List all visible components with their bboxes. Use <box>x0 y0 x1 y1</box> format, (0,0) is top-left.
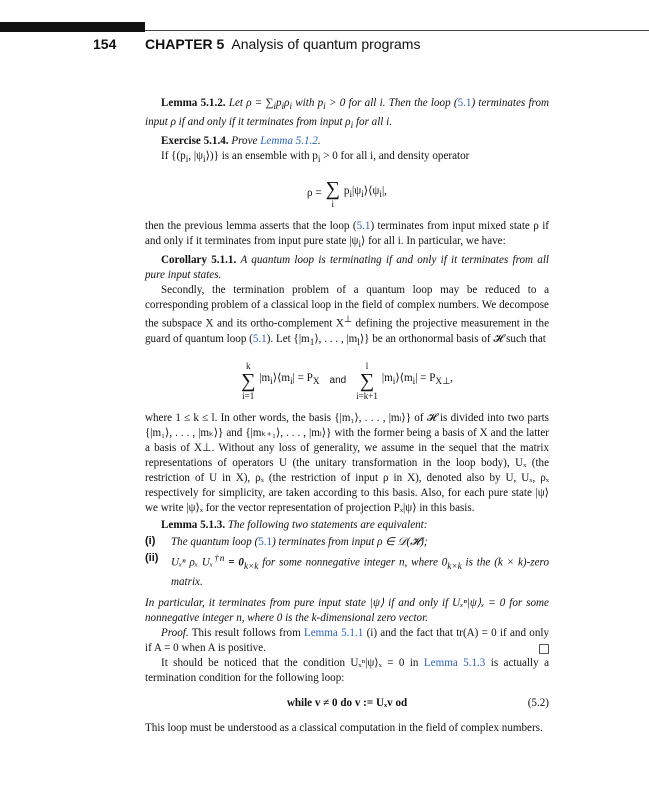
proof-label: Proof. <box>161 626 189 639</box>
item-text: Uₓⁿ ρₓ Uₓ <box>171 556 213 569</box>
paragraph-text: ). Let {|m <box>266 332 310 345</box>
subscript: k×k <box>243 561 259 572</box>
paragraph-text: defining the projective measurement in the guard of quantum loop ( <box>145 317 549 345</box>
paragraph-2: Secondly, the termination problem of a quantum loop may be reduced to a corresponding problem of a classical loop in the field of complex numbers. We decompose the subspace X and its ortho-complement X⊥ defining the projective measurement in the guard of quantum loop (5.1). Let {$|m_1⟩$, . . . , $|m_l⟩$} be an orthonormal basis of 𝓗 such that <box>145 283 549 348</box>
exercise-text: . <box>317 135 321 148</box>
equation-text: |m <box>381 372 393 385</box>
paragraph-1: then the previous lemma asserts that the loop (5.1) terminates from input mixed state ρ if and only if it terminates from input pure state $|\psi_i⟩$ for all i. In particular, we have: <box>145 219 549 250</box>
paragraph-text: ⟩} be an orthonormal basis of 𝓗 such that <box>359 332 546 345</box>
qed-box <box>539 644 549 654</box>
lemma-text: for all i. <box>353 116 393 129</box>
equation-text: | = P <box>292 372 313 385</box>
sum-symbol: l ∑ i=k+1 <box>356 360 378 401</box>
paragraph-text: ⟩, . . . , |m <box>314 332 358 345</box>
lemma-text: p <box>276 97 282 109</box>
equation-text: , <box>450 372 453 385</box>
proof <box>145 626 549 656</box>
loop-code: while v ≠ 0 do v := Uₓv od <box>286 696 408 709</box>
equation-text: ρ = <box>307 187 322 200</box>
equation-text: ⟩⟨m <box>272 372 291 385</box>
lemma-text: with p <box>292 97 324 109</box>
equation-link[interactable]: 5.1 <box>258 535 273 548</box>
lemma-text: The following two statements are equivalent: <box>227 518 428 531</box>
perp-symbol: ⊥ <box>343 314 352 325</box>
corollary-5-1-1 <box>145 253 549 283</box>
exercise-text: Prove <box>231 135 261 148</box>
paragraph-text: If {(p <box>161 150 186 163</box>
sum-lower: i=k+1 <box>356 390 378 401</box>
equation-rho: ρ = ∑ i $p_i|\psi_i⟩⟨\psi_i|$, <box>307 177 387 209</box>
subscript: X⊥ <box>435 377 451 388</box>
lemma-link[interactable]: Lemma 5.1.1 <box>303 626 364 639</box>
lemma-item-1 <box>145 535 549 550</box>
item-text: The quantum loop ( <box>171 535 259 548</box>
lemma-5-1-3 <box>145 518 549 533</box>
item-text: is the (k × k)-zero matrix. <box>171 556 549 588</box>
lemma-text: Let ρ = ∑ <box>228 97 274 109</box>
item-text: = 0 <box>224 556 244 569</box>
lemma-link[interactable]: Lemma 5.1.2 <box>260 135 318 148</box>
lemma-link[interactable]: Lemma 5.1.3 <box>423 656 486 669</box>
lemma-5-1-2: Lemma 5.1.2. Let $\rho = \sum_ip_i\rho_i$ with $p_i > 0$ for all i. Then the loop (5.1) terminates from input ρ if and only if it terminates from input $\rho_i$ for all i. <box>145 97 550 132</box>
sum-symbol: ∑ i <box>325 177 340 209</box>
subscript: X <box>312 377 320 388</box>
paragraph-text: ⟩ for all i. In particular, we have: <box>361 234 506 247</box>
paragraph-text: then the previous lemma asserts that the loop ( <box>145 219 357 232</box>
corollary-text: A quantum loop is terminating if and only if it terminates from all pure input states. <box>145 253 549 281</box>
exercise-5-1-4 <box>145 134 549 149</box>
equation-text: | = P <box>415 372 436 385</box>
paragraph-3: where 1 ≤ k ≤ l. In other words, the basis {|m₁⟩, . . . , |mₗ⟩} of 𝓗 is divided into two parts {|m₁⟩, . . . , |mₖ⟩} and {|mₖ₊₁⟩, . . . , |mₗ⟩} with the former being a basis of X and the latter a basis of X⊥. Without any loss of generality, we assume in the sequel that the matrix representations of operators U (the unitary transformation in the loop body), Uₓ (the restriction of U in X), ρₓ (the restriction of input ρ in X), denoted also by U, Uₓ, ρₓ respectively for simplicity, are taken according to this basis. Also, for each pure state |ψ⟩ we write |ψ⟩ₓ for the vector representation of projection Pₓ|ψ⟩ in this basis. <box>145 411 549 514</box>
equation-number: (5.2) <box>527 696 549 709</box>
equation-link[interactable]: 5.1 <box>356 219 371 232</box>
equation-text: ⟩⟨ψ <box>363 185 380 198</box>
paragraph-text: ) terminates from input mixed state ρ if and only if it terminates from input pure state |ψ <box>145 219 549 247</box>
lemma-tail: In particular, it terminates from pure input state |ψ⟩ if and only if Uₓⁿ|ψ⟩ₓ = 0 for some nonnegative integer n, where 0 is the k-dimensional zero vector. <box>145 596 549 624</box>
proof-text: (i) and the fact that tr(A) = 0 if and only if A = 0 when A is positive. <box>145 626 549 654</box>
equation-link[interactable]: 5.1 <box>457 97 472 109</box>
lemma-label: Lemma 5.1.3. <box>161 518 226 531</box>
lemma-text: ) terminates from input ρ if and only if it terminates from input ρ <box>145 97 550 129</box>
paragraph-text: It should be noticed that the condition Uₓⁿ|ψ⟩ₓ = 0 in <box>161 656 424 669</box>
header-bar <box>0 22 145 32</box>
item-label: (ii) <box>145 551 159 564</box>
header-rule <box>145 30 649 31</box>
body-text <box>145 96 549 736</box>
sum-upper: k <box>245 360 251 371</box>
sum-index: i <box>331 198 335 209</box>
proof-text: This result follows from <box>188 626 304 639</box>
paragraph-text: Secondly, the termination problem of a quantum loop may be reduced to a corresponding problem of a classical loop in the field of complex numbers. We decompose the subspace X and its ortho-complement X <box>145 283 549 330</box>
lemma-text: > 0 for all i. Then the loop ( <box>325 97 458 109</box>
paragraph-text: ⟩)} is an ensemble with p <box>205 150 318 163</box>
equation-5-2 <box>145 696 549 711</box>
sum-symbol: k ∑ i=1 <box>241 360 256 401</box>
paragraph-5: This loop must be understood as a classical computation in the field of complex numbers. <box>145 721 543 734</box>
equation-text: ⟩⟨m <box>395 372 413 385</box>
lemma-text: ρ <box>284 97 290 109</box>
lemma-label: Lemma 5.1.2. <box>161 97 226 109</box>
equation-and: and <box>329 375 347 387</box>
corollary-label: Corollary 5.1.1. <box>161 253 237 266</box>
chapter-title: Analysis of quantum programs <box>231 36 421 52</box>
item-label: (i) <box>145 534 156 547</box>
page-number: 154 <box>93 36 117 52</box>
item-text: for some nonnegative integer n, where 0 <box>258 556 448 569</box>
equation-text: |ψ <box>352 185 362 198</box>
sum-upper: l <box>365 360 369 371</box>
equation-text: |m <box>259 372 271 385</box>
equation-link[interactable]: 5.1 <box>252 332 267 345</box>
equation-text: |, <box>381 185 387 198</box>
equation-text: p <box>343 185 350 198</box>
paragraph-text: , |ψ <box>188 150 204 163</box>
item-text: ) terminates from input ρ ∈ 𝒟(𝓗); <box>272 535 428 548</box>
paragraph-text: is actually a termination condition for the following loop: <box>145 656 549 684</box>
equation-basis-sum: k ∑ i=1 $|m_i⟩⟨m_i| = P_X$ and l ∑ i=k+1 $|m_i⟩⟨m_i| = P_{X\perp}$, <box>241 360 453 401</box>
lemma-item-2: (ii) Uₓⁿ ρₓ $U_x^{\dagger n} = 0_{k\times k}$ for some nonnegative integer n, where $0_{k\times k}$ is the (k × k)-zero matrix. <box>145 551 549 588</box>
ensemble-paragraph: If {($p_i$, $|\psi_i⟩$)} is an ensemble with $p_i > 0$ for all i, and density operator <box>161 150 470 166</box>
chapter-label: CHAPTER 5 <box>145 36 225 52</box>
exercise-label: Exercise 5.1.4. <box>161 135 229 148</box>
paragraph-4 <box>145 656 549 686</box>
superscript: †n <box>213 553 225 564</box>
paragraph-text: > 0 for all i, and density operator <box>320 150 470 163</box>
sum-lower: i=1 <box>242 390 255 401</box>
chapter-heading <box>145 36 420 52</box>
